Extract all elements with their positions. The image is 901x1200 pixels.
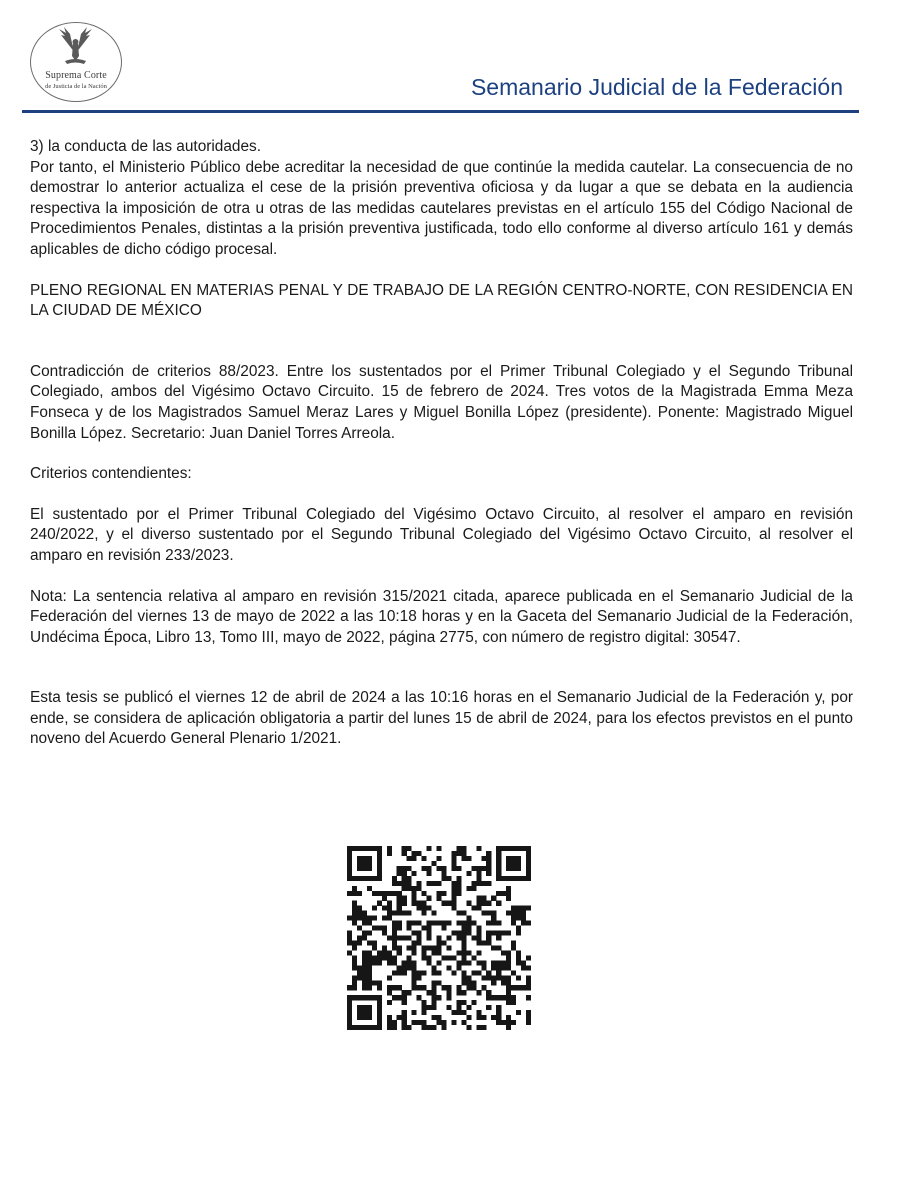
contradiccion-paragraph: Contradicción de criterios 88/2023. Entre los sustentados por el Primer Tribunal Colegiado y el Segundo Tribunal Colegiado, ambos del Vigésimo Octavo Circuito. 15 de febrero de 2024. Tres votos de la Magistrada Emma Meza Fonseca y de los Magistrados Samuel Meraz Lares y Miguel Bonilla López (presidente). Ponente: Magistrado Miguel Bonilla López. Secretario: Juan Daniel Torres Arreola. (30, 362, 853, 442)
pleno-heading: PLENO REGIONAL EN MATERIAS PENAL Y DE TRABAJO DE LA REGIÓN CENTRO-NORTE, CON RESIDENCIA EN LA CIUDAD DE MÉXICO (30, 281, 853, 320)
thesis-body (30, 137, 853, 750)
page-title: Semanario Judicial de la Federación (470, 74, 843, 100)
qr-code-icon (347, 846, 531, 1030)
qr-code-graphic (347, 846, 531, 1030)
tanto-paragraph: Por tanto, el Ministerio Público debe acreditar la necesidad de que continúe la medida cautelar. La consecuencia de no demostrar lo anterior actualiza el cese de la prisión preventiva oficiosa y da lugar a que se debata en la audiencia respectiva la imposición de otra u otras de las medidas cautelares previstas en el artículo 155 del Código Nacional de Procedimientos Penales, distintas a la prisión preventiva justificada, todo ello conforme al diverso artículo 161 y demás aplicables de dicho código procesal. (30, 158, 853, 258)
criterios-paragraph: El sustentado por el Primer Tribunal Colegiado del Vigésimo Octavo Circuito, al resolver el amparo en revisión 240/2022, y el diverso sustentado por el Segundo Tribunal Colegiado del Vigésimo Octavo Circuito, al resolver el amparo en revisión 233/2023. (30, 505, 853, 564)
scjn-logo (30, 22, 122, 102)
logo-name: Suprema Corte (45, 70, 107, 81)
conduct-line: 3) la conducta de las autoridades. (30, 138, 262, 155)
header-divider (22, 110, 859, 113)
logo-subtitle: de Justicia de la Nación (45, 83, 107, 90)
publicacion-paragraph: Esta tesis se publicó el viernes 12 de abril de 2024 a las 10:16 horas en el Semanario Judicial de la Federación y, por ende, se considera de aplicación obligatoria a partir del lunes 15 de abril de 2024, para los efectos previstos en el punto noveno del Acuerdo General Plenario 1/2021. (30, 689, 853, 748)
nota-paragraph: Nota: La sentencia relativa al amparo en revisión 315/2021 citada, aparece publicada en el Semanario Judicial de la Federación del viernes 13 de mayo de 2022 a las 10:18 horas y en la Gaceta del Semanario Judicial de la Federación, Undécima Época, Libro 13, Tomo III, mayo de 2022, página 2775, con número de registro digital: 30547. (30, 587, 853, 646)
criterios-heading: Criterios contendientes: (30, 465, 192, 483)
